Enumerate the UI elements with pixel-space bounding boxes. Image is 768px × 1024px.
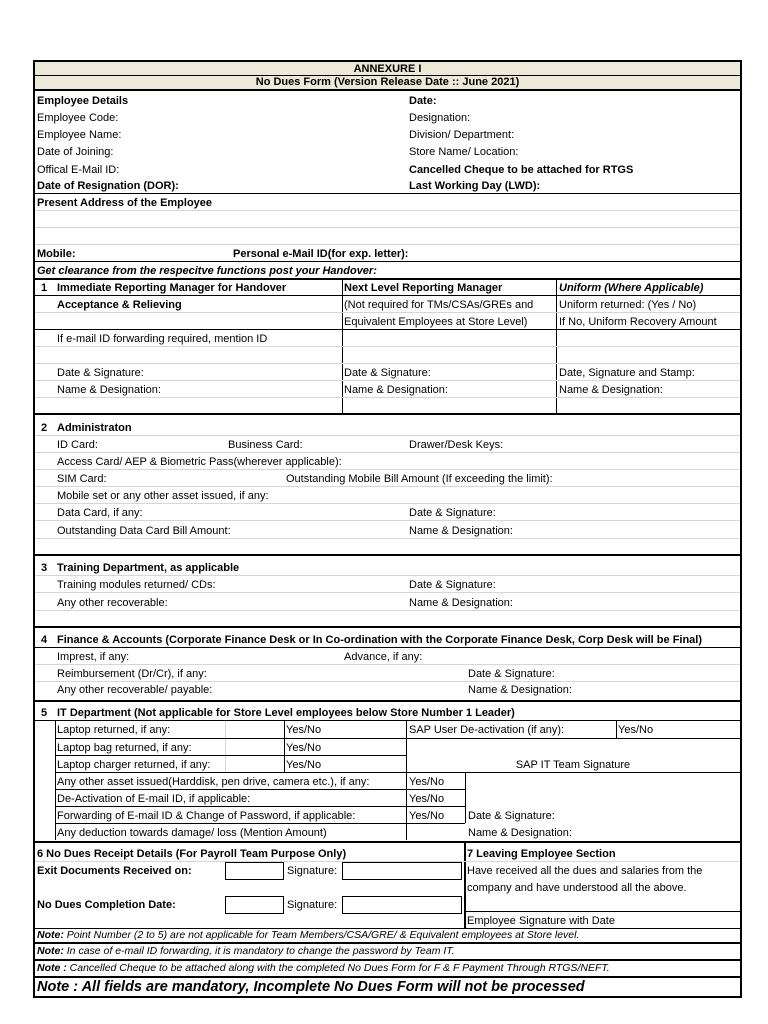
divider: [35, 976, 740, 978]
divider: [465, 772, 466, 823]
clearance-note: Get clearance from the respecitve functions post your Handover:: [37, 265, 377, 277]
s5-date-signature: Date & Signature:: [468, 810, 555, 822]
divider: [464, 842, 466, 928]
divider: [35, 626, 740, 628]
email-forwarding-label: If e-mail ID forwarding required, mention ID: [57, 333, 268, 345]
leaving-statement-2: company and have understood all the above.: [467, 882, 687, 894]
section-5-title: IT Department (Not applicable for Store Level employees below Store Number 1 Leader): [57, 707, 515, 719]
reimbursement-label: Reimbursement (Dr/Cr), if any:: [57, 668, 207, 680]
sap-yes-no: Yes/No: [618, 724, 654, 736]
divider: [35, 261, 740, 262]
dor-label: Date of Resignation (DOR):: [37, 180, 179, 192]
forward-email-yes-no: Yes/No: [409, 810, 445, 822]
divider: [35, 647, 740, 648]
uniform-recovery-label: If No, Uniform Recovery Amount: [559, 316, 717, 328]
divider: [35, 575, 740, 576]
s1-name-designation: Name & Designation:: [57, 384, 161, 396]
exit-docs-signature-label: Signature:: [287, 865, 338, 877]
divider: [35, 942, 740, 944]
charger-label: Laptop charger returned, if any:: [57, 759, 211, 771]
section-3-title: Training Department, as applicable: [57, 562, 240, 574]
divider: [35, 592, 740, 593]
section-7-title: 7 Leaving Employee Section: [467, 848, 616, 860]
note-3: [37, 962, 610, 975]
divider: [35, 503, 740, 504]
divider: [35, 610, 740, 611]
s2-date-signature: Date & Signature:: [409, 507, 496, 519]
divider: [35, 278, 740, 280]
employee-name-label: Employee Name:: [37, 129, 122, 141]
s1-uniform-date-signature: Date, Signature and Stamp:: [559, 367, 695, 379]
imprest-label: Imprest, if any:: [57, 651, 130, 663]
divider: [35, 452, 740, 453]
laptop-bag-yes-no: Yes/No: [286, 742, 322, 754]
section-6-title: 6 No Dues Receipt Details (For Payroll Team Purpose Only): [37, 848, 347, 860]
divider: [616, 721, 617, 738]
section-5-number: 5: [41, 707, 48, 719]
s3-name-designation: Name & Designation:: [409, 597, 513, 609]
divider: [55, 738, 740, 739]
s5-name-designation: Name & Designation:: [468, 827, 572, 839]
note-2-label: Note:: [37, 945, 64, 957]
divider: [35, 538, 740, 539]
deactivate-email-label: De-Activation of E-mail ID, if applicable:: [57, 793, 251, 805]
personal-email-label: Personal e-Mail ID(for exp. letter):: [233, 248, 409, 260]
divider: [35, 193, 740, 194]
divider: [35, 210, 740, 211]
store-label: Store Name/ Location:: [409, 146, 519, 158]
s1-uniform-name-designation: Name & Designation:: [559, 384, 663, 396]
advance-label: Advance, if any:: [344, 651, 423, 663]
employee-signature-label: Employee Signature with Date: [467, 915, 615, 927]
completion-date-field[interactable]: [225, 896, 284, 914]
sim-card-label: SIM Card:: [57, 473, 107, 485]
doj-label: Date of Joining:: [37, 146, 114, 158]
divider: [35, 720, 740, 721]
divider: [55, 806, 465, 807]
s4-date-signature: Date & Signature:: [468, 668, 555, 680]
mobile-label: Mobile:: [37, 248, 76, 260]
uniform-title: Uniform (Where Applicable): [559, 282, 704, 294]
drawer-keys-label: Drawer/Desk Keys:: [409, 439, 504, 451]
employee-code-label: Employee Code:: [37, 112, 119, 124]
exit-docs-date-field[interactable]: [225, 862, 284, 880]
sap-label: SAP User De-activation (if any):: [409, 724, 565, 736]
divider: [464, 911, 740, 912]
id-card-label: ID Card:: [57, 439, 98, 451]
division-label: Division/ Department:: [409, 129, 515, 141]
mobile-set-label: Mobile set or any other asset issued, if any:: [57, 490, 269, 502]
address-label: Present Address of the Employee: [37, 197, 213, 209]
training-other-label: Any other recoverable:: [57, 597, 168, 609]
divider: [55, 789, 465, 790]
next-level-manager-title: Next Level Reporting Manager: [344, 282, 503, 294]
divider: [35, 227, 740, 228]
divider: [35, 554, 740, 556]
s4-name-designation: Name & Designation:: [468, 684, 572, 696]
note-1-text: Point Number (2 to 5) are not applicable for Team Members/CSA/GRE/ & Equivalent employees at Store level.: [66, 929, 580, 941]
exit-docs-label: Exit Documents Received on:: [37, 865, 192, 877]
next-level-note-1: (Not required for TMs/CSAs/GREs and: [344, 299, 534, 311]
other-asset-yes-no: Yes/No: [409, 776, 445, 788]
section-1-number: 1: [41, 282, 48, 294]
access-card-label: Access Card/ AEP & Biometric Pass(wherever applicable):: [57, 456, 342, 468]
section-2-title: Administraton: [57, 422, 132, 434]
laptop-label: Laptop returned, if any:: [57, 724, 171, 736]
divider: [55, 772, 740, 773]
divider: [35, 380, 740, 381]
s1-next-date-signature: Date & Signature:: [344, 367, 431, 379]
annexure-title: ANNEXURE I: [353, 63, 422, 75]
section-4-number: 4: [41, 634, 48, 646]
divider: [55, 755, 406, 756]
s3-date-signature: Date & Signature:: [409, 579, 496, 591]
divider: [35, 700, 740, 702]
mandatory-note: Note : All fields are mandatory, Incomplete No Dues Form will not be processed: [37, 979, 585, 995]
mobile-bill-label: Outstanding Mobile Bill Amount (If exceeding the limit):: [286, 473, 553, 485]
divider: [35, 244, 740, 245]
date-label: Date:: [409, 95, 437, 107]
other-asset-label: Any other asset issued(Harddisk, pen drive, camera etc.), if any:: [57, 776, 370, 788]
divider: [35, 397, 740, 398]
s1-next-name-designation: Name & Designation:: [344, 384, 448, 396]
laptop-bag-label: Laptop bag returned, if any:: [57, 742, 192, 754]
note-2: [37, 945, 455, 958]
note-3-text: Cancelled Cheque to be attached along with the completed No Dues Form for F & F Payment Through RTGS/NEFT.: [69, 962, 610, 974]
section-1-title: Immediate Reporting Manager for Handover: [57, 282, 287, 294]
divider: [35, 312, 740, 313]
divider: [35, 329, 740, 330]
note-3-label: Note :: [37, 962, 67, 974]
designation-label: Designation:: [409, 112, 471, 124]
note-1: [37, 929, 579, 942]
divider: [35, 295, 740, 296]
divider: [55, 823, 465, 824]
laptop-yes-no: Yes/No: [286, 724, 322, 736]
exit-docs-signature-field[interactable]: [342, 862, 462, 880]
email-label: Offical E-Mail ID:: [37, 164, 120, 176]
employee-details-title: Employee Details: [37, 95, 129, 107]
leaving-statement-1: Have received all the dues and salaries from the: [467, 865, 703, 877]
divider: [35, 469, 740, 470]
note-1-label: Note:: [37, 929, 64, 941]
section-4-title: Finance & Accounts (Corporate Finance Desk or In Co-ordination with the Corporate Finance Desk, Corp Desk will be Final): [57, 634, 703, 646]
deactivate-email-yes-no: Yes/No: [409, 793, 445, 805]
divider: [225, 721, 226, 772]
no-dues-form: [33, 60, 742, 998]
divider: [35, 413, 740, 415]
divider: [35, 841, 740, 843]
acceptance-label: Acceptance & Relieving: [57, 299, 182, 311]
deduction-label: Any deduction towards damage/ loss (Mention Amount): [57, 827, 327, 839]
training-modules-label: Training modules returned/ CDs:: [57, 579, 216, 591]
section-3-number: 3: [41, 562, 48, 574]
business-card-label: Business Card:: [228, 439, 303, 451]
divider: [35, 89, 740, 91]
s2-name-designation: Name & Designation:: [409, 525, 513, 537]
charger-yes-no: Yes/No: [286, 759, 322, 771]
cheque-label: Cancelled Cheque to be attached for RTGS: [409, 164, 634, 176]
divider: [35, 520, 740, 521]
divider: [35, 363, 740, 364]
section-2-number: 2: [41, 422, 48, 434]
completion-signature-label: Signature:: [287, 899, 338, 911]
divider: [35, 486, 740, 487]
completion-date-label: No Dues Completion Date:: [37, 899, 176, 911]
data-card-label: Data Card, if any:: [57, 507, 143, 519]
divider: [35, 346, 740, 347]
divider: [284, 721, 285, 772]
forward-email-label: Forwarding of E-mail ID & Change of Password, if applicable:: [57, 810, 356, 822]
next-level-note-2: Equivalent Employees at Store Level): [344, 316, 528, 328]
s1-date-signature: Date & Signature:: [57, 367, 144, 379]
finance-other-label: Any other recoverable/ payable:: [57, 684, 213, 696]
sap-signature-label: SAP IT Team Signature: [515, 759, 631, 771]
divider: [35, 959, 740, 961]
lwd-label: Last Working Day (LWD):: [409, 180, 541, 192]
note-2-text: In case of e-mail ID forwarding, it is mandatory to change the password by Team IT.: [66, 945, 455, 957]
divider: [35, 681, 740, 682]
data-bill-label: Outstanding Data Card Bill Amount:: [57, 525, 231, 537]
divider: [35, 664, 740, 665]
form-title: No Dues Form (Version Release Date :: June 2021): [255, 76, 520, 88]
completion-signature-field[interactable]: [342, 896, 462, 914]
divider: [35, 435, 740, 436]
uniform-returned-label: Uniform returned: (Yes / No): [559, 299, 697, 311]
